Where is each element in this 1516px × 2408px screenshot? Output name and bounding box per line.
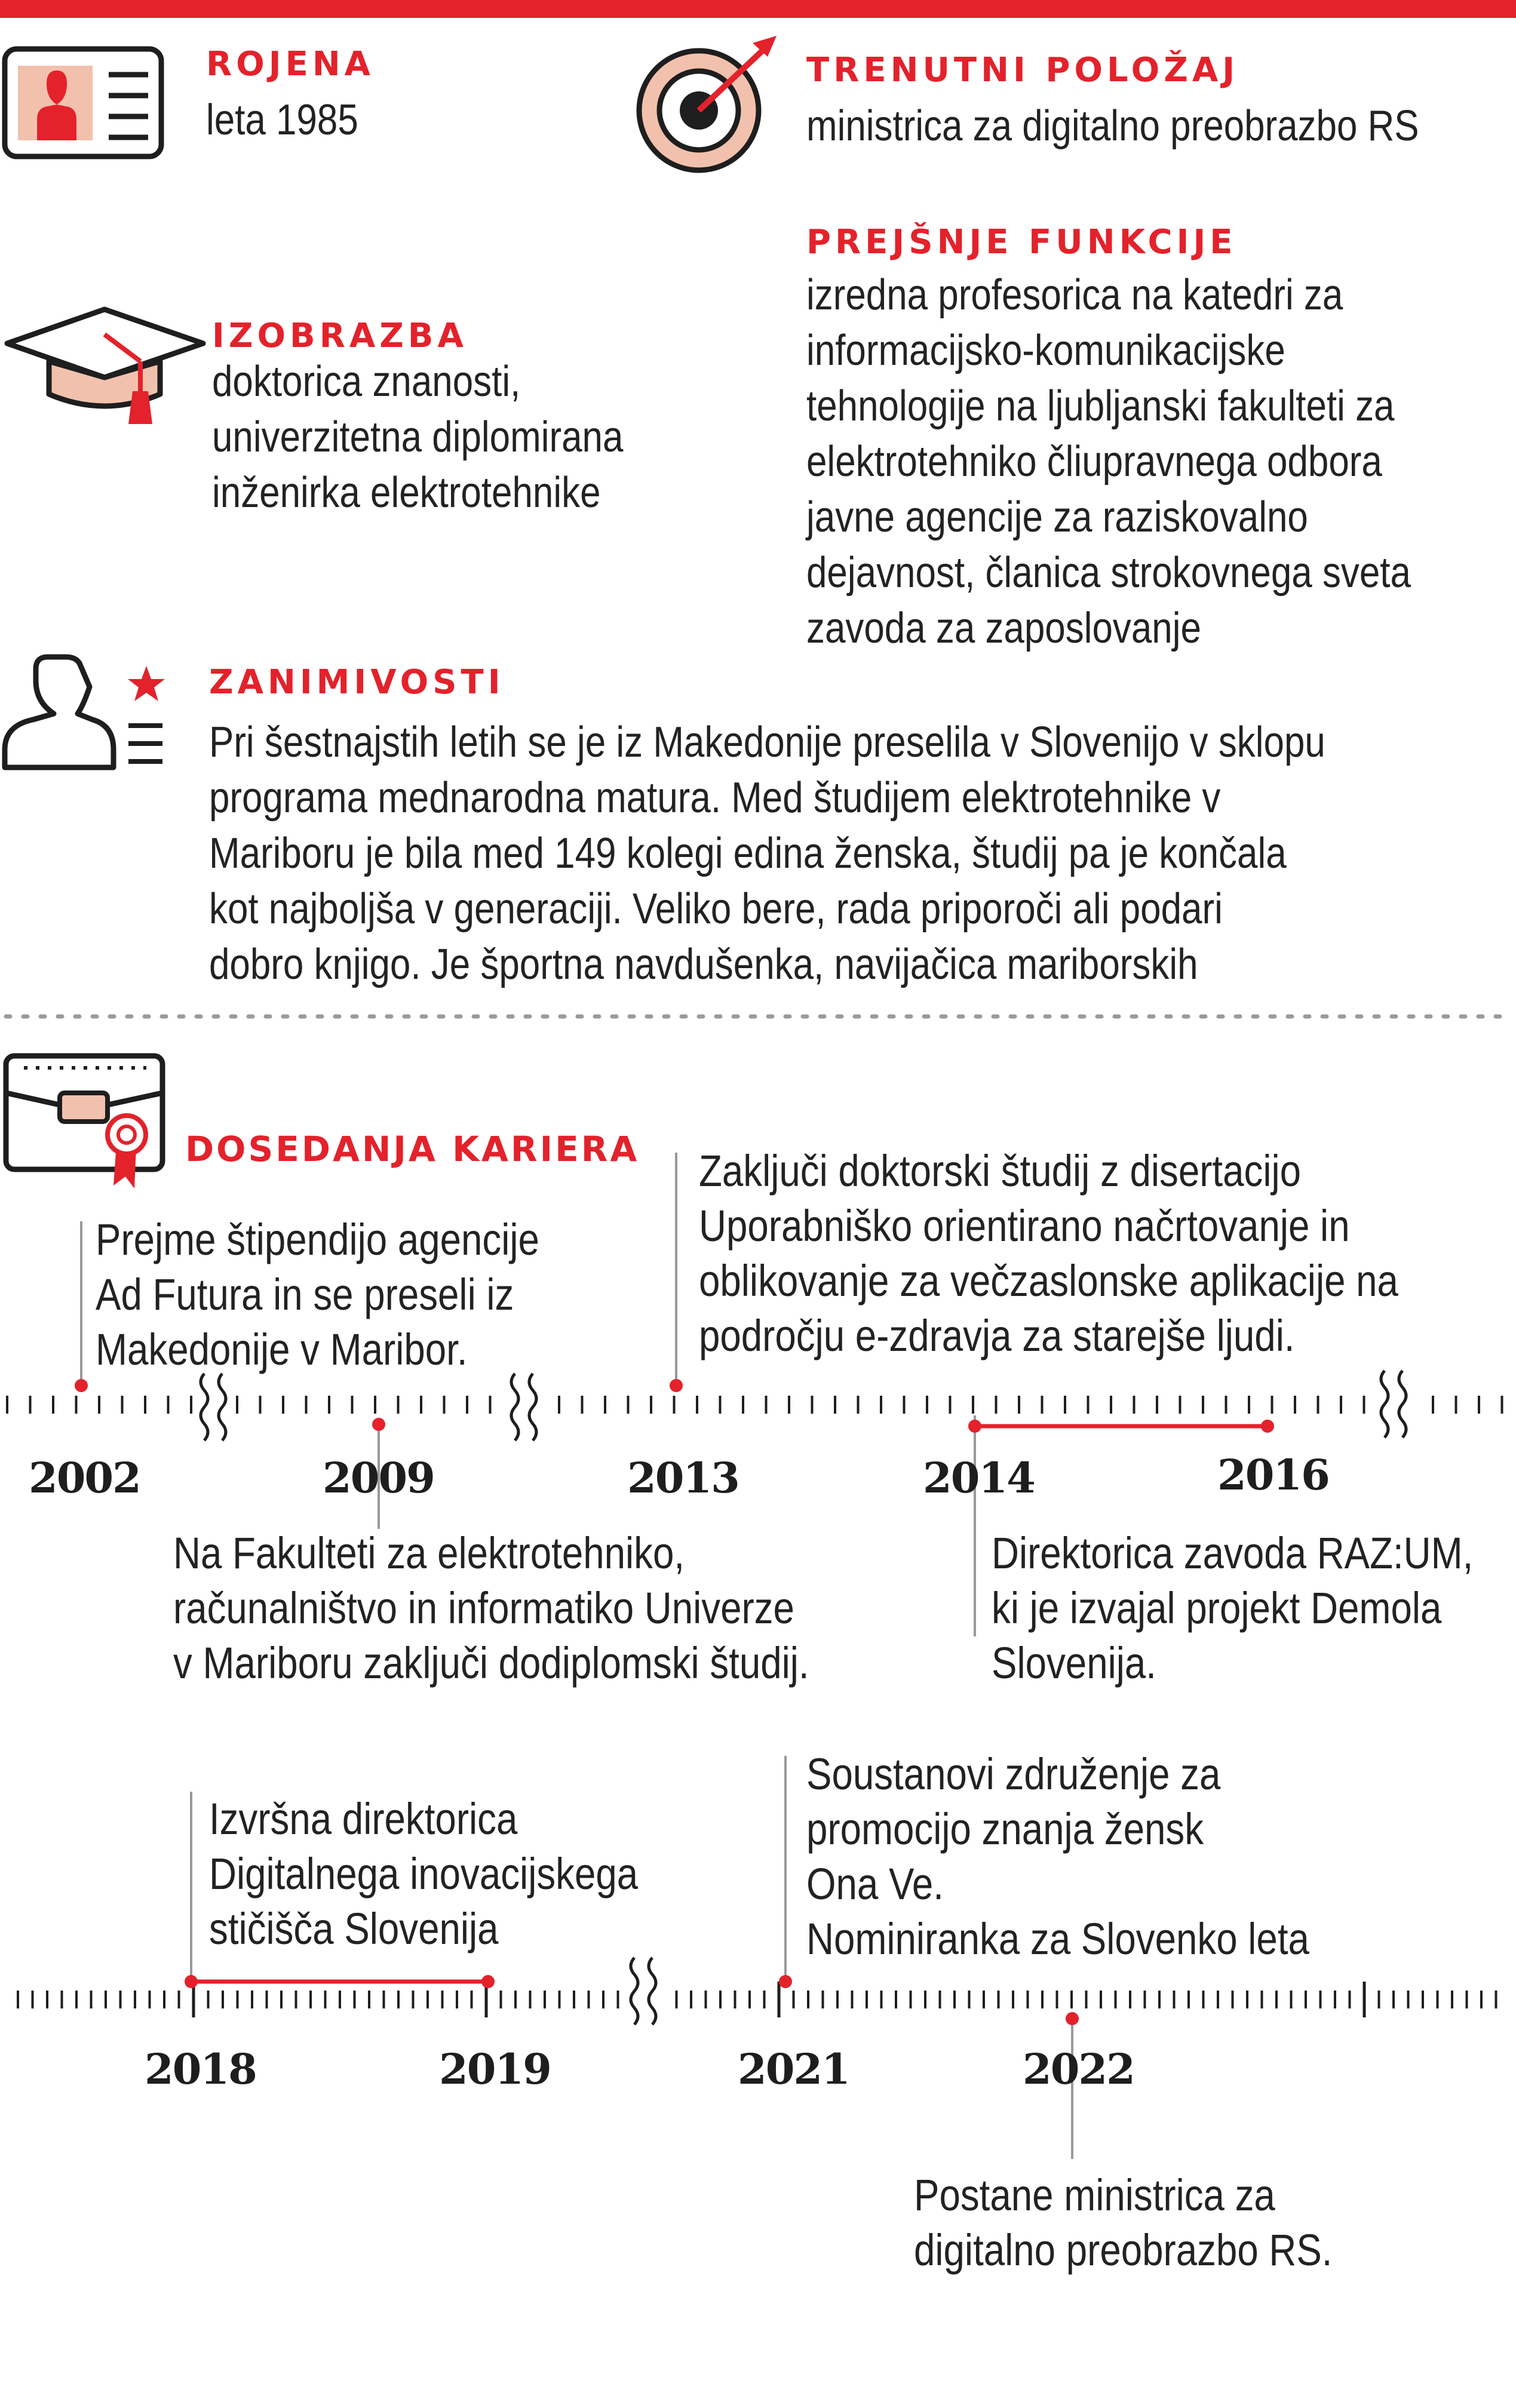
marker-2018 [185, 1975, 198, 1988]
previous-functions-line: elektrotehniko čliupravnega odbora [806, 438, 1382, 486]
interests-line: Pri šestnajstih letih se je iz Makedonije preselila v Slovenijo v sklopu [209, 718, 1325, 766]
interests-line: dobro knjigo. Je športna navdušenka, navijačica mariborskih [209, 941, 1198, 988]
timeline-break-squiggle [1381, 1371, 1388, 1438]
previous-functions-label: PREJŠNJE FUNKCIJE [806, 223, 1237, 262]
interests-label: ZANIMIVOSTI [209, 663, 505, 702]
event-line: Makedonije v Maribor. [96, 1325, 468, 1374]
event-2014 [992, 1526, 1473, 1691]
timeline-2-ticks [18, 1982, 1496, 2017]
timeline-break-squiggle [529, 1374, 536, 1440]
event-line: Prejme štipendijo agencije [96, 1215, 539, 1264]
event-line: Slovenija. [992, 1638, 1156, 1688]
event-line: stičišča Slovenija [209, 1904, 499, 1954]
event-line: Izvršna direktorica [209, 1794, 518, 1844]
year-2016: 2016 [1217, 1450, 1329, 1500]
event-line: Ad Futura in se preseli iz [96, 1270, 514, 1319]
event-line: ki je izvajal projekt Demola [992, 1583, 1442, 1633]
marker-2021 [779, 1975, 792, 1988]
event-2018 [209, 1792, 638, 1956]
timeline-break-squiggle [631, 1958, 638, 2025]
marker-2002 [75, 1379, 88, 1392]
event-line: promocijo znanja žensk [806, 1804, 1204, 1854]
previous-functions-line: informacijsko-komunikacijske [806, 327, 1285, 374]
event-line: Nominiranka za Slovenko leta [806, 1914, 1309, 1964]
current-position-label: TRENUTNI POLOŽAJ [806, 51, 1239, 90]
interests-line: kot najboljša v generaciji. Veliko bere, rada priporoči ali podari [209, 885, 1223, 933]
event-line: Zaključi doktorski študij z disertacijo [699, 1146, 1301, 1196]
timeline-break-squiggle [219, 1374, 226, 1440]
education-line: doktorica znanosti, [212, 358, 521, 406]
event-line: oblikovanje za večzaslonske aplikacije na [699, 1256, 1398, 1306]
career-label: DOSEDANJA KARIERA [185, 1129, 640, 1169]
marker-2022 [1066, 2012, 1079, 2025]
event-2009 [173, 1526, 809, 1691]
marker-2013 [670, 1379, 683, 1392]
event-line: Uporabniško orientirano načrtovanje in [699, 1201, 1350, 1251]
marker-2014 [968, 1420, 981, 1433]
event-line: Direktorica zavoda RAZ:UM, [992, 1528, 1474, 1578]
event-line: Digitalnega inovacijskega [209, 1849, 639, 1899]
marker-2016 [1261, 1420, 1274, 1433]
event-2002 [96, 1212, 539, 1377]
born-value: leta 1985 [206, 96, 358, 144]
event-line: digitalno preobrazbo RS. [914, 2225, 1333, 2275]
timeline-break-squiggle [649, 1958, 656, 2025]
born-label: ROJENA [206, 45, 375, 84]
education-label: IZOBRAZBA [212, 317, 468, 355]
previous-functions-line: javne agencije za raziskovalno [806, 493, 1308, 541]
event-line: področju e-zdravja za starejše ljudi. [699, 1311, 1295, 1360]
year-2018: 2018 [145, 2044, 256, 2094]
event-line: Ona Ve. [806, 1859, 944, 1909]
event-line: Postane ministrica za [914, 2170, 1275, 2220]
timeline-break-squiggle [511, 1374, 518, 1440]
interests-line: Mariboru je bila med 149 kolegi edina ženska, študij pa je končala [209, 830, 1287, 877]
year-2002: 2002 [29, 1453, 140, 1503]
event-2013 [699, 1144, 1398, 1363]
year-2022: 2022 [1023, 2044, 1134, 2094]
year-2019: 2019 [439, 2044, 551, 2094]
year-2009: 2009 [323, 1453, 434, 1503]
marker-2009 [372, 1418, 385, 1431]
event-line: v Mariboru zaključi dodiplomski študij. [173, 1638, 809, 1688]
interests-line: programa mednarodna matura. Med študijem elektrotehnike v [209, 774, 1221, 822]
event-line: računalništvo in informatiko Univerze [173, 1583, 794, 1633]
year-2014: 2014 [923, 1453, 1035, 1503]
previous-functions-line: zavoda za zaposlovanje [806, 604, 1201, 652]
education-line: univerzitetna diplomirana [212, 413, 624, 461]
current-position-value: ministrica za digitalno preobrazbo RS [806, 102, 1419, 150]
year-2013: 2013 [627, 1453, 739, 1503]
event-line: Na Fakulteti za elektrotehniko, [173, 1528, 685, 1578]
education-line: inženirka elektrotehnike [212, 469, 601, 517]
marker-2019 [481, 1975, 495, 1988]
year-2021: 2021 [738, 2044, 849, 2094]
event-2022 [914, 2168, 1332, 2278]
previous-functions-line: dejavnost, članica strokovnega sveta [806, 549, 1411, 597]
event-line: Soustanovi združenje za [806, 1749, 1221, 1799]
timeline-break-squiggle [1399, 1371, 1406, 1438]
previous-functions-line: tehnologije na ljubljanski fakulteti za [806, 382, 1395, 430]
timeline-1-ticks [7, 1396, 1502, 1414]
event-2021 [806, 1747, 1309, 1967]
previous-functions-line: izredna profesorica na katedri za [806, 271, 1343, 319]
timeline-break-squiggle [201, 1374, 208, 1440]
